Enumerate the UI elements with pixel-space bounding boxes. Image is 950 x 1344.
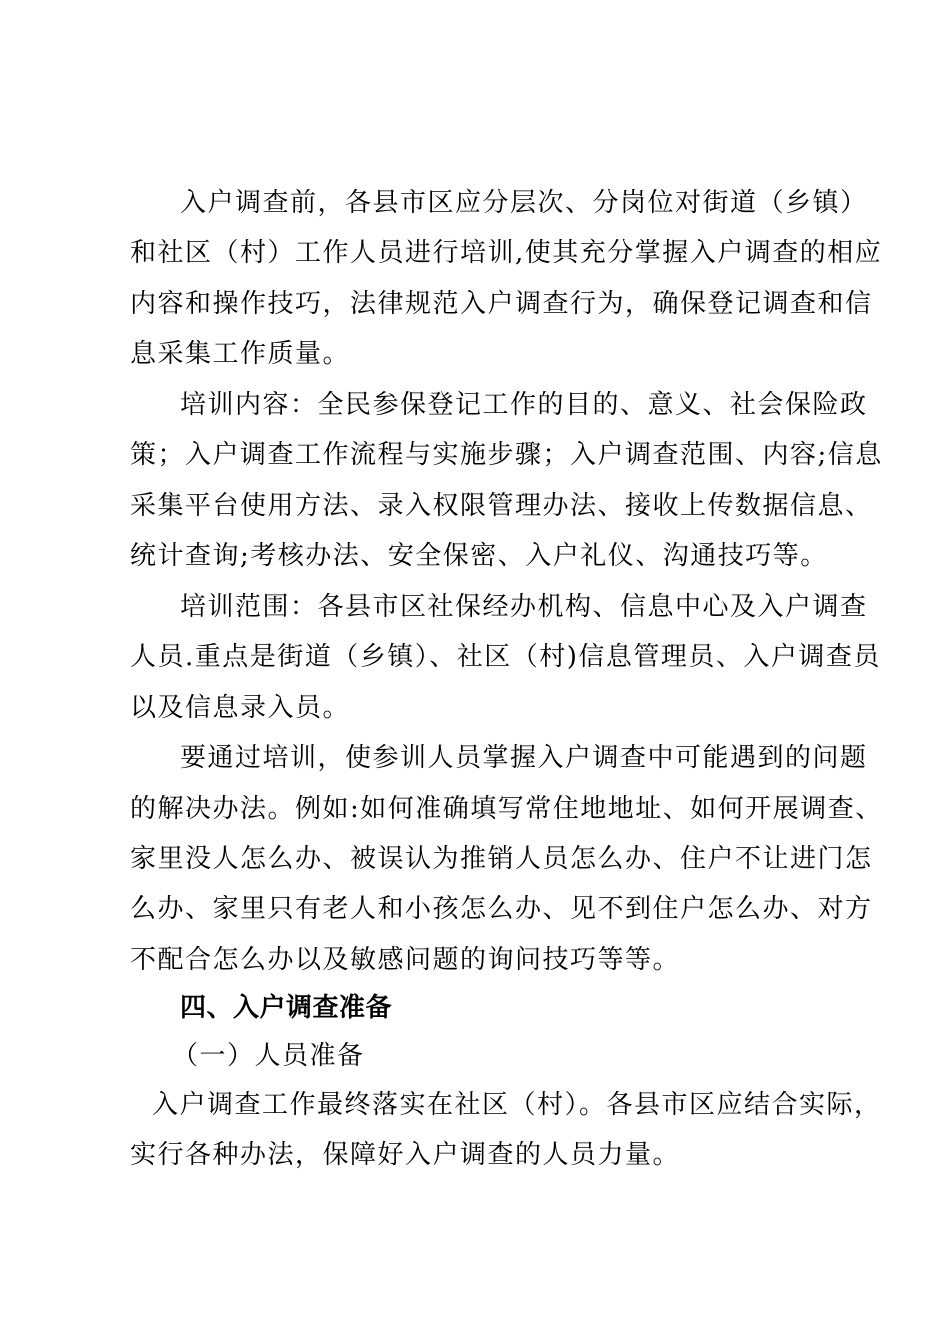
paragraph-2-line-4: 统计查询;考核办法、安全保密、入户礼仪、沟通技巧等。 — [130, 541, 828, 571]
paragraph-3-line-2: 人员.重点是街道（乡镇）、社区（村)信息管理员、入户调查员 — [130, 642, 881, 672]
paragraph-5-line-2: 实行各种办法，保障好入户调查的人员力量。 — [130, 1140, 681, 1170]
section-heading: 四、入户调查准备 — [180, 993, 393, 1023]
paragraph-2-line-1: 培训内容：全民参保登记工作的目的、意义、社会保险政 — [180, 390, 868, 420]
paragraph-1-line-3: 内容和操作技巧，法律规范入户调查行为，确保登记调查和信 — [130, 289, 873, 319]
paragraph-5-line-1: 入户调查工作最终落实在社区（村）。各县市区应结合实际， — [152, 1090, 882, 1120]
paragraph-3-line-1: 培训范围：各县市区社保经办机构、信息中心及入户调查 — [180, 592, 868, 622]
subsection-heading: （一）人员准备 — [172, 1041, 365, 1071]
paragraph-3-line-3: 以及信息录入员。 — [130, 693, 351, 723]
paragraph-4-line-3: 家里没人怎么办、被误认为推销人员怎么办、住户不让进门怎 — [130, 844, 873, 874]
paragraph-1-line-2: 和社区（村）工作人员进行培训,使其充分掌握入户调查的相应 — [130, 238, 883, 268]
paragraph-4-line-1: 要通过培训，使参训人员掌握入户调查中可能遇到的问题 — [180, 743, 868, 773]
paragraph-2-line-2: 策；入户调查工作流程与实施步骤；入户调查范围、内容;信息 — [130, 440, 883, 470]
paragraph-4-line-4: 么办、家里只有老人和小孩怎么办、见不到住户怎么办、对方 — [130, 894, 873, 924]
paragraph-2-line-3: 采集平台使用方法、录入权限管理办法、接收上传数据信息、 — [130, 491, 873, 521]
paragraph-4-line-2: 的解决办法。例如:如何准确填写常住地地址、如何开展调查、 — [130, 794, 883, 824]
paragraph-1-line-4: 息采集工作质量。 — [130, 339, 351, 369]
paragraph-4-line-5: 不配合怎么办以及敏感问题的询问技巧等等。 — [130, 945, 681, 975]
paragraph-1-line-1: 入户调查前，各县市区应分层次、分岗位对街道（乡镇） — [180, 188, 868, 218]
